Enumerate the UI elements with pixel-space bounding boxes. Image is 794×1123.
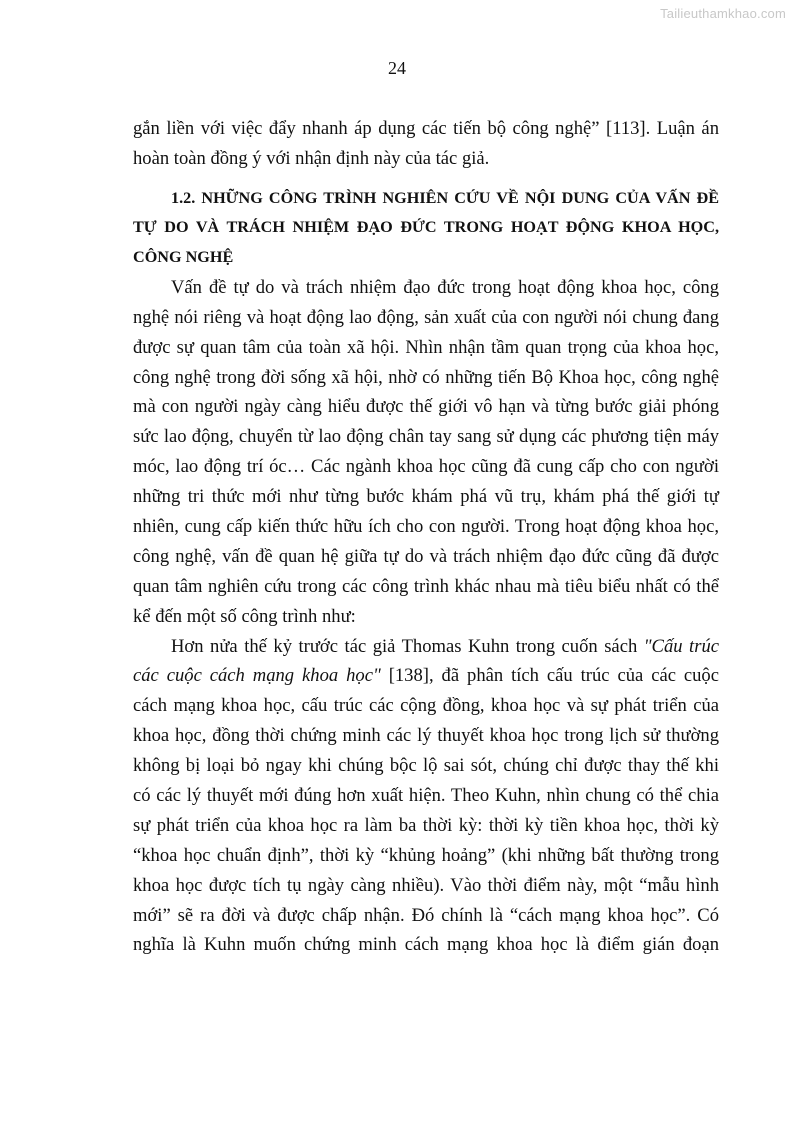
book-title-italic: "Cấu trúc	[643, 635, 720, 657]
text-line: “khoa học chuẩn định”, thời kỳ “khủng hoảng” (khi những bất thường trong	[133, 844, 719, 866]
heading-line: TỰ DO VÀ TRÁCH NHIỆM ĐẠO ĐỨC TRONG HOẠT ĐỘNG KHOA HỌC,	[133, 218, 719, 237]
heading-line: CÔNG NGHỆ	[133, 248, 234, 267]
text-line: quan tâm nghiên cứu trong các công trình khác nhau mà tiêu biểu nhất có thể	[133, 575, 719, 597]
text-line: công nghệ trong đời sống xã hội, nhờ có những tiến Bộ Khoa học, công nghệ	[133, 366, 719, 388]
text-line: cách mạng khoa học, cấu trúc các cộng đồng, khoa học và sự phát triển của	[133, 695, 719, 717]
text-line: khoa học, đồng thời chứng minh các lý thuyết khoa học trong lịch sử thường	[133, 725, 719, 747]
text-line: nhiên, cung cấp kiến thức hữu ích cho con người. Trong hoạt động khoa học,	[133, 515, 719, 537]
text-line: nghệ nói riêng và hoạt động lao động, sản xuất của con người nói chung đang	[133, 306, 719, 328]
text-line: sức lao động, chuyển từ lao động chân tay sang sử dụng các phương tiện máy	[133, 426, 719, 448]
paragraph-2	[133, 632, 719, 961]
text-line: công nghệ, vấn đề quan hệ giữa tự do và trách nhiệm đạo đức cũng đã được	[133, 545, 719, 567]
paragraph-1	[133, 273, 719, 632]
text-line: được sự quan tâm của toàn xã hội. Nhìn nhận tầm quan trọng của khoa học,	[133, 336, 719, 358]
text-line	[133, 632, 719, 662]
text-line: không bị loại bỏ ngay khi chúng bộc lộ sai sót, chúng chỉ được thay thế khi	[133, 755, 719, 777]
intro-paragraph	[133, 114, 719, 174]
text-line: mới” sẽ ra đời và được chấp nhận. Đó chính là “cách mạng khoa học”. Có	[133, 904, 719, 926]
text-line: những tri thức mới như từng bước khám phá vũ trụ, khám phá thế giới tự	[133, 486, 719, 508]
text-segment: [138], đã phân tích cấu trúc của các cuộc	[380, 665, 719, 687]
section-heading	[133, 184, 719, 273]
text-line: kể đến một số công trình như:	[133, 605, 356, 627]
watermark: Tailieuthamkhao.com	[660, 6, 786, 21]
text-line: móc, lao động trí óc… Các ngành khoa học cũng đã cung cấp cho con người	[133, 456, 719, 478]
text-line: gắn liền với việc đẩy nhanh áp dụng các tiến bộ công nghệ” [113]. Luận án	[133, 118, 719, 139]
text-line: hoàn toàn đồng ý với nhận định này của tác giả.	[133, 147, 490, 169]
page-number: 24	[388, 58, 406, 78]
text-segment: Hơn nửa thế kỷ trước tác giả Thomas Kuhn trong cuốn sách	[171, 635, 644, 657]
text-line: nghĩa là Kuhn muốn chứng minh cách mạng khoa học là điểm gián đoạn	[133, 934, 719, 956]
heading-line: 1.2. NHỮNG CÔNG TRÌNH NGHIÊN CỨU VỀ NỘI DUNG CỦA VẤN ĐỀ	[171, 188, 719, 207]
text-line: mà con người ngày càng hiểu được thế giới vô hạn và từng bước giải phóng	[133, 396, 719, 418]
document-body	[133, 114, 719, 960]
text-line	[133, 661, 719, 691]
text-line: sự phát triển của khoa học ra làm ba thời kỳ: thời kỳ tiền khoa học, thời kỳ	[133, 814, 719, 836]
text-line: Vấn đề tự do và trách nhiệm đạo đức trong hoạt động khoa học, công	[171, 276, 719, 298]
text-line: khoa học được tích tụ ngày càng nhiều). Vào thời điểm này, một “mẫu hình	[133, 874, 719, 896]
text-line: có các lý thuyết mới đúng hơn xuất hiện. Theo Kuhn, nhìn chung có thể chia	[133, 784, 719, 806]
book-title-italic: các cuộc cách mạng khoa học"	[133, 665, 381, 687]
